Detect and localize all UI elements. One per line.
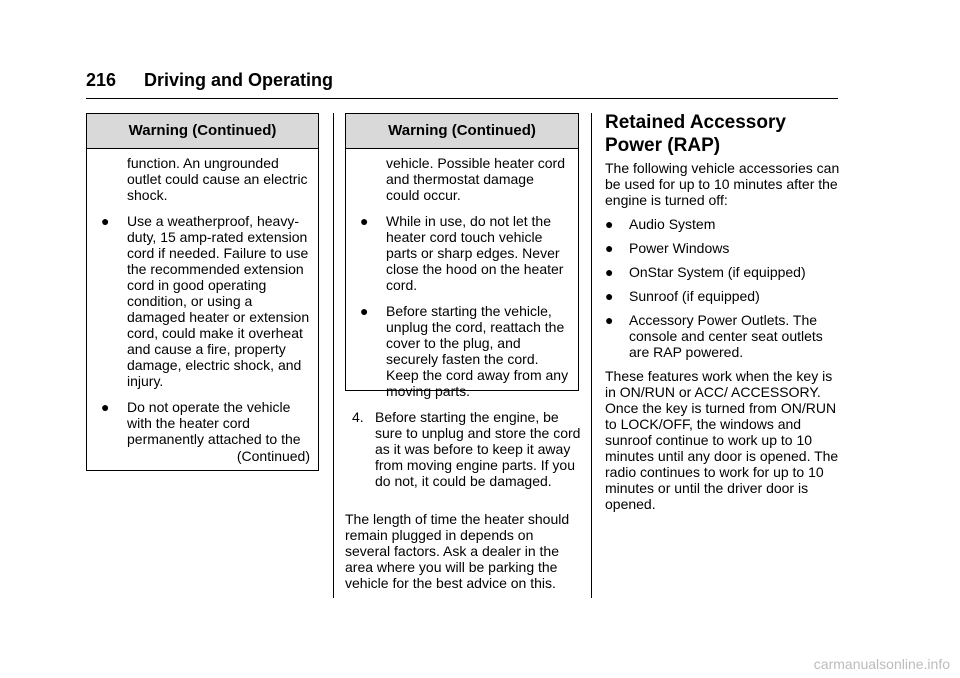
bullet-icon: ● <box>605 312 614 328</box>
warning-box-middle <box>345 113 579 399</box>
warning-bullet-text: While in use, do not let the heater cord touch vehicle parts or sharp edges. Never close the hood on the heater cord. <box>386 213 564 293</box>
page-header <box>86 70 333 91</box>
warning-bullet-text: Before starting the vehicle, unplug the cord, reattach the cover to the plug, and securely fasten the cord. Keep the cord away from any moving parts. <box>386 303 569 399</box>
warning-box-left <box>86 113 319 471</box>
bullet-icon: ● <box>605 240 614 256</box>
warning-bullet-text: Use a weatherproof, heavy-duty, 15 amp-rated extension cord if needed. Failure to use the recommended extension cord in good operating condition, or using a damaged heater or extension cord, could make it overheat and cause a fire, property damage, electric shock, and injury. <box>127 213 310 389</box>
warning-bullet <box>95 213 310 389</box>
rap-heading: Retained Accessory Power (RAP) <box>605 112 786 156</box>
column-divider-left <box>333 113 334 598</box>
warning-bullet <box>95 399 310 447</box>
heater-paragraph: The length of time the heater should remain plugged in depends on several factors. Ask a dealer in the area where you will be parking the vehicle for the best advice on this. <box>345 511 570 591</box>
rap-list-item <box>605 312 841 360</box>
bullet-icon: ● <box>101 213 110 229</box>
warning-title: Warning (Continued) <box>346 114 578 149</box>
bullet-icon: ● <box>605 288 614 304</box>
rap-item-text: Accessory Power Outlets. The console and center seat outlets are RAP powered. <box>629 312 823 360</box>
step-item <box>345 409 581 489</box>
rap-list-item <box>605 216 841 232</box>
rap-intro: The following vehicle accessories can be used for up to 10 minutes after the engine is turned off: <box>605 160 840 208</box>
warning-lead-text: vehicle. Possible heater cord and thermostat damage could occur. <box>386 155 565 203</box>
rap-list-item <box>605 264 841 280</box>
rap-list-item <box>605 240 841 256</box>
bullet-icon: ● <box>605 264 614 280</box>
warning-bullet <box>354 213 570 293</box>
warning-bullet-text: Do not operate the vehicle with the heater cord permanently attached to the <box>127 399 301 447</box>
rap-item-text: Power Windows <box>629 240 730 256</box>
warning-lead-text: function. An ungrounded outlet could cause an electric shock. <box>127 155 308 203</box>
rap-content <box>605 160 841 512</box>
bullet-icon: ● <box>605 216 614 232</box>
rap-item-text: Sunroof (if equipped) <box>629 288 760 304</box>
rap-list-item <box>605 288 841 304</box>
step-number: 4. <box>352 409 364 425</box>
continued-label: (Continued) <box>236 448 310 464</box>
header-rule <box>86 98 838 99</box>
step-text: Before starting the engine, be sure to unplug and store the cord as it was before to keep it away from moving engine parts. If you do not, it could be damaged. <box>375 409 581 489</box>
warning-title: Warning (Continued) <box>87 114 318 149</box>
watermark: carmanualsonline.info <box>813 656 950 672</box>
rap-body: These features work when the key is in ON/RUN or ACC/ ACCESSORY. Once the key is turned from ON/RUN to LOCK/OFF, the windows and sunroof continue to work up to 10 minutes until any door is opened. The radio continues to work for up to 10 minutes or until the driver door is opened. <box>605 368 839 512</box>
warning-bullet <box>354 303 570 399</box>
column-divider-right <box>591 113 592 598</box>
bullet-icon: ● <box>360 303 369 319</box>
rap-item-text: OnStar System (if equipped) <box>629 264 806 280</box>
bullet-icon: ● <box>360 213 369 229</box>
rap-item-text: Audio System <box>629 216 716 232</box>
page-number: 216 <box>86 70 117 90</box>
section-title-header: Driving and Operating <box>144 70 334 90</box>
bullet-icon: ● <box>101 399 110 415</box>
